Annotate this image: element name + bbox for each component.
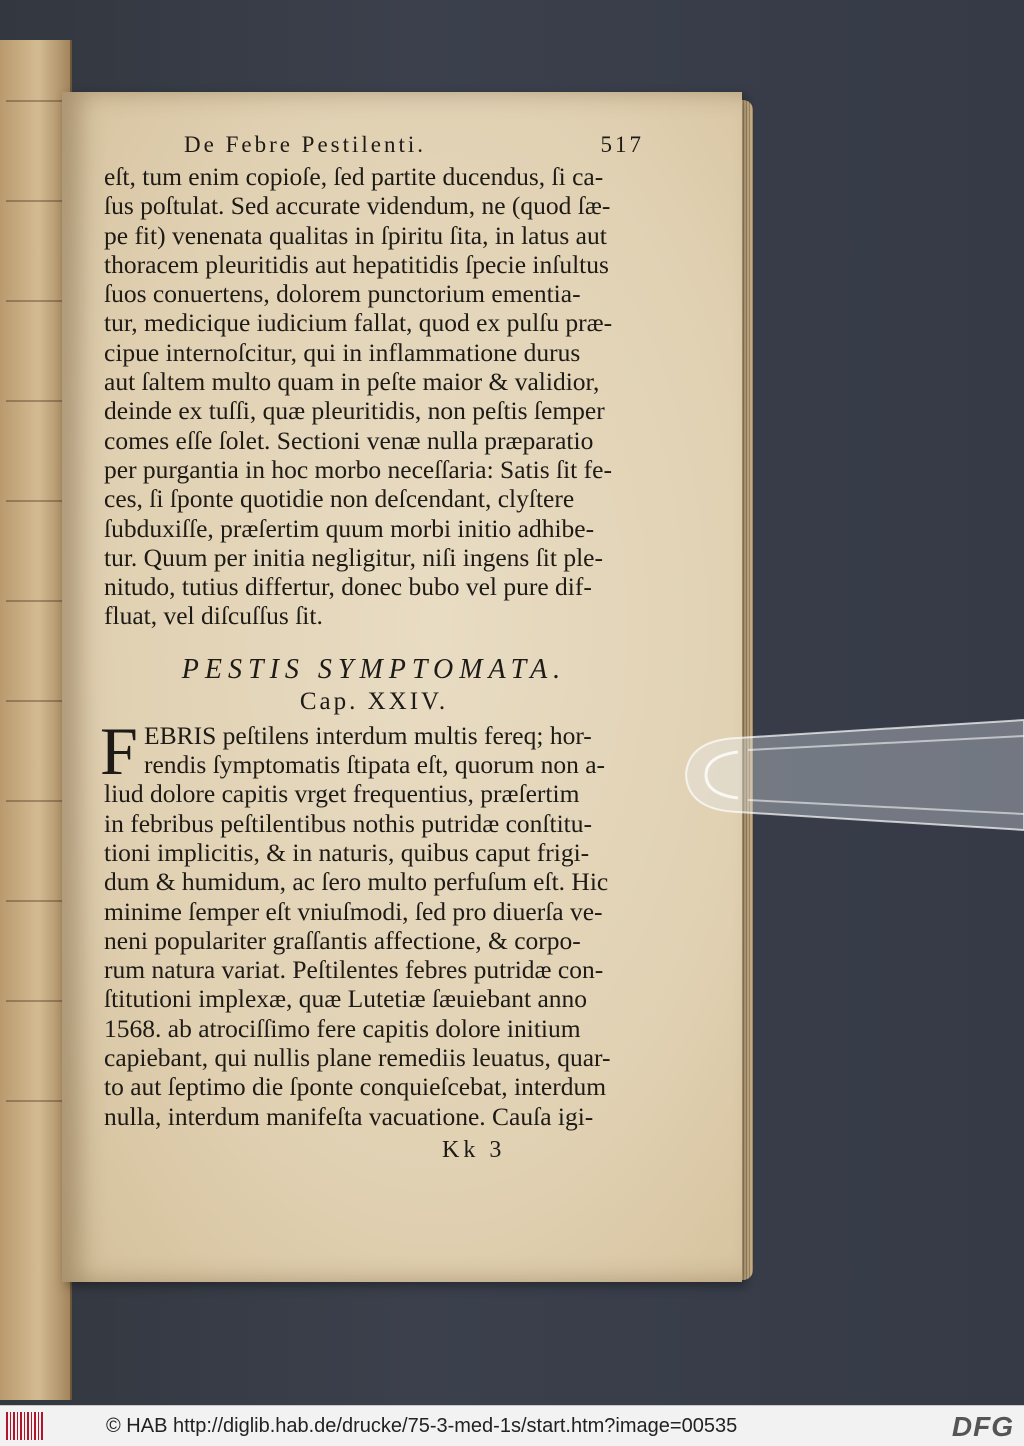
text-line: capiebant, qui nullis plane remediis leuatus, quar- xyxy=(104,1043,611,1073)
paragraph-1 xyxy=(104,162,644,631)
text-line: aut ſaltem multo quam in peſte maior & validior, xyxy=(104,367,600,397)
chapter-number: Cap. XXIV. xyxy=(299,687,449,715)
text-line: neni populariter graſſantis affectione, & corpo- xyxy=(104,925,581,955)
text-line: ſuos conuertens, dolorem punctorium ementia- xyxy=(104,279,581,309)
text-line: comes eſſe ſolet. Sectioni venæ nulla præparatio xyxy=(104,425,594,455)
text-line: rendis ſymptomatis ſtipata eſt, quorum non a- xyxy=(144,750,606,780)
text-line: tur, medicique iudicium fallat, quod ex pulſu præ- xyxy=(104,308,613,338)
text-line: rum natura variat. Peſtilentes febres putridæ con- xyxy=(104,955,604,985)
text-line: ſus poſtulat. Sed accurate videndum, ne (quod ſæ- xyxy=(104,191,611,221)
barcode-icon xyxy=(6,1412,44,1440)
signature-mark: Kk 3 xyxy=(442,1136,506,1163)
text-line: cipue internoſcitur, qui in inflammatione durus xyxy=(104,337,581,367)
text-line: 1568. ab atrociſſimo fere capitis dolore initium xyxy=(104,1013,581,1043)
text-line: nulla, interdum manifeſta vacuatione. Cauſa igi- xyxy=(104,1101,594,1131)
drop-cap: F xyxy=(100,712,138,789)
text-line: per purgantia in hoc morbo neceſſaria: Satis ſit fe- xyxy=(104,454,612,484)
text-line: thoracem pleuritidis aut hepatitidis ſpecie inſultus xyxy=(104,249,609,279)
text-line: eſt, tum enim copioſe, ſed partite ducendus, ſi ca- xyxy=(104,162,604,191)
text-line: deinde ex tuſſi, quæ pleuritidis, non peſtis ſemper xyxy=(104,396,605,426)
text-line: nitudo, tutius differtur, donec bubo vel pure dif- xyxy=(104,572,592,602)
copyright-url[interactable]: © HAB http://diglib.hab.de/drucke/75-3-med-1s/start.htm?image=00535 xyxy=(106,1414,738,1437)
text-line: to aut ſeptimo die ſponte conquieſcebat, interdum xyxy=(104,1072,607,1102)
text-block xyxy=(100,132,644,1164)
text-line: minime ſemper eſt vniuſmodi, ſed pro diuerſa ve- xyxy=(104,896,603,926)
text-line: ſubduxiſſe, præſertim quum morbi initio adhibe- xyxy=(104,513,595,543)
text-line: EBRIS peſtilens interdum multis fereq; hor- xyxy=(144,720,592,750)
running-head xyxy=(184,132,644,158)
dfg-logo: DFG xyxy=(951,1411,1014,1442)
text-line: in febribus peſtilentibus nothis putridæ conſtitu- xyxy=(104,808,592,838)
text-line: ſtitutioni implexæ, quæ Lutetiæ ſæuiebant anno xyxy=(104,984,588,1014)
text-line: tur. Quum per initia negligitur, niſi ingens ſit ple- xyxy=(104,542,603,572)
text-line: ces, ſi ſponte quotidie non deſcendant, clyſtere xyxy=(104,484,575,514)
text-line: fluat, vel diſcuſſus ſit. xyxy=(104,601,323,631)
text-line: pe fit) venenata qualitas in ſpiritu ſita, in latus aut xyxy=(104,220,607,250)
text-line: liud dolore capitis vrget frequentius, præſertim xyxy=(104,779,580,809)
paragraph-2 xyxy=(100,712,644,1131)
plastic-page-clip xyxy=(678,700,1024,850)
text-line: dum & humidum, ac ſero multo perfuſum eſt. Hic xyxy=(104,867,609,897)
footer-bar xyxy=(0,1405,1024,1446)
page-number: 517 xyxy=(600,132,644,157)
text-line: tioni implicitis, & in naturis, quibus caput frigi- xyxy=(104,837,590,867)
book-page xyxy=(62,92,742,1282)
chapter-title: PESTIS SYMPTOMATA. xyxy=(181,653,567,685)
running-head-title: De Febre Pestilenti. xyxy=(184,132,427,157)
